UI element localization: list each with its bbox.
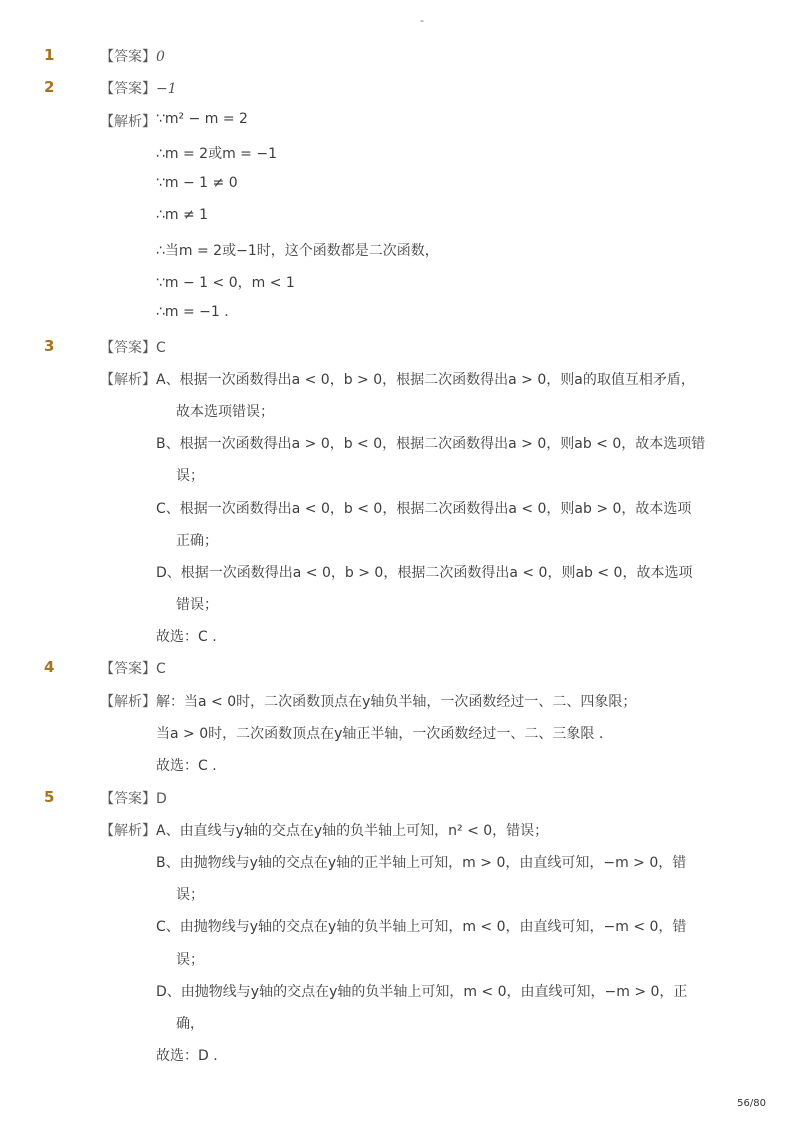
analysis-line: 解：当a < 0时，二次函数顶点在y轴负半轴，一次函数经过一、二、四象限；: [156, 694, 637, 710]
answer-label: 【答案】: [100, 791, 156, 807]
answer-label: 【答案】: [100, 81, 156, 97]
analysis-line: B、由抛物线与y轴的交点在y轴的正半轴上可知，m > 0，由直线可知，−m > 0，错: [156, 855, 687, 871]
answer-value: C: [156, 340, 166, 356]
analysis-line: 错误；: [176, 597, 218, 613]
analysis-label-3: 【解析】: [100, 372, 156, 388]
question-number-3: 3: [44, 337, 55, 355]
analysis-line: ∴当m = 2或−1时，这个函数都是二次函数，: [156, 243, 439, 259]
analysis-line: 误；: [176, 887, 204, 903]
answer-row-4: [100, 658, 166, 678]
answer-value: D: [156, 791, 167, 807]
answer-label: 【答案】: [100, 340, 156, 356]
answer-row-3: [100, 337, 166, 357]
header-mark: -: [420, 14, 424, 27]
page-number: 56/80: [737, 1098, 766, 1109]
question-number-2: 2: [44, 78, 55, 96]
analysis-line: 正确；: [176, 533, 218, 549]
answer-row-2: [100, 78, 177, 98]
analysis-label-5: 【解析】: [100, 823, 156, 839]
analysis-line: ∴m ≠ 1: [156, 207, 209, 223]
question-number-1: 1: [44, 46, 55, 64]
analysis-line: D、根据一次函数得出a < 0，b > 0，根据二次函数得出a < 0，则ab < 0，故本选项: [156, 565, 693, 581]
analysis-line: ∵m − 1 ≠ 0: [156, 175, 238, 191]
answer-value: C: [156, 661, 166, 677]
analysis-line: 故本选项错误；: [176, 404, 274, 420]
question-number-4: 4: [44, 658, 55, 676]
answer-row-1: [100, 46, 165, 66]
analysis-line: C、根据一次函数得出a < 0，b < 0，根据二次函数得出a < 0，则ab > 0，故本选项: [156, 501, 692, 517]
analysis-line: ∴m = −1 .: [156, 304, 229, 320]
question-number-5: 5: [44, 788, 55, 806]
analysis-label-4: 【解析】: [100, 694, 156, 710]
analysis-line: D、由抛物线与y轴的交点在y轴的负半轴上可知，m < 0，由直线可知，−m > 0，正: [156, 984, 688, 1000]
analysis-line: 当a > 0时，二次函数顶点在y轴正半轴，一次函数经过一、二、三象限 .: [156, 726, 604, 742]
analysis-line: 故选：D .: [156, 1048, 218, 1064]
answer-label: 【答案】: [100, 49, 156, 65]
analysis-line: 故选：C .: [156, 629, 217, 645]
analysis-line: 误；: [176, 468, 204, 484]
answer-value: −1: [156, 81, 177, 97]
analysis-line: 故选：C .: [156, 758, 217, 774]
answer-row-5: [100, 788, 167, 808]
analysis-line: A、由直线与y轴的交点在y轴的负半轴上可知，n² < 0，错误；: [156, 823, 549, 839]
analysis-line: A、根据一次函数得出a < 0，b > 0，根据二次函数得出a > 0，则a的取值互相矛盾，: [156, 372, 695, 388]
analysis-label-2: 【解析】: [100, 114, 156, 130]
analysis-line: ∴m = 2或m = −1: [156, 146, 277, 162]
analysis-line: 确，: [176, 1016, 204, 1032]
analysis-line: ∵m² − m = 2: [156, 111, 248, 127]
analysis-line: C、由抛物线与y轴的交点在y轴的负半轴上可知，m < 0，由直线可知，−m < 0，错: [156, 919, 687, 935]
analysis-line: B、根据一次函数得出a > 0，b < 0，根据二次函数得出a > 0，则ab < 0，故本选项错: [156, 436, 706, 452]
analysis-line: ∵m − 1 < 0，m < 1: [156, 275, 295, 291]
answer-label: 【答案】: [100, 661, 156, 677]
answer-value: 0: [156, 49, 165, 65]
analysis-line: 误；: [176, 952, 204, 968]
